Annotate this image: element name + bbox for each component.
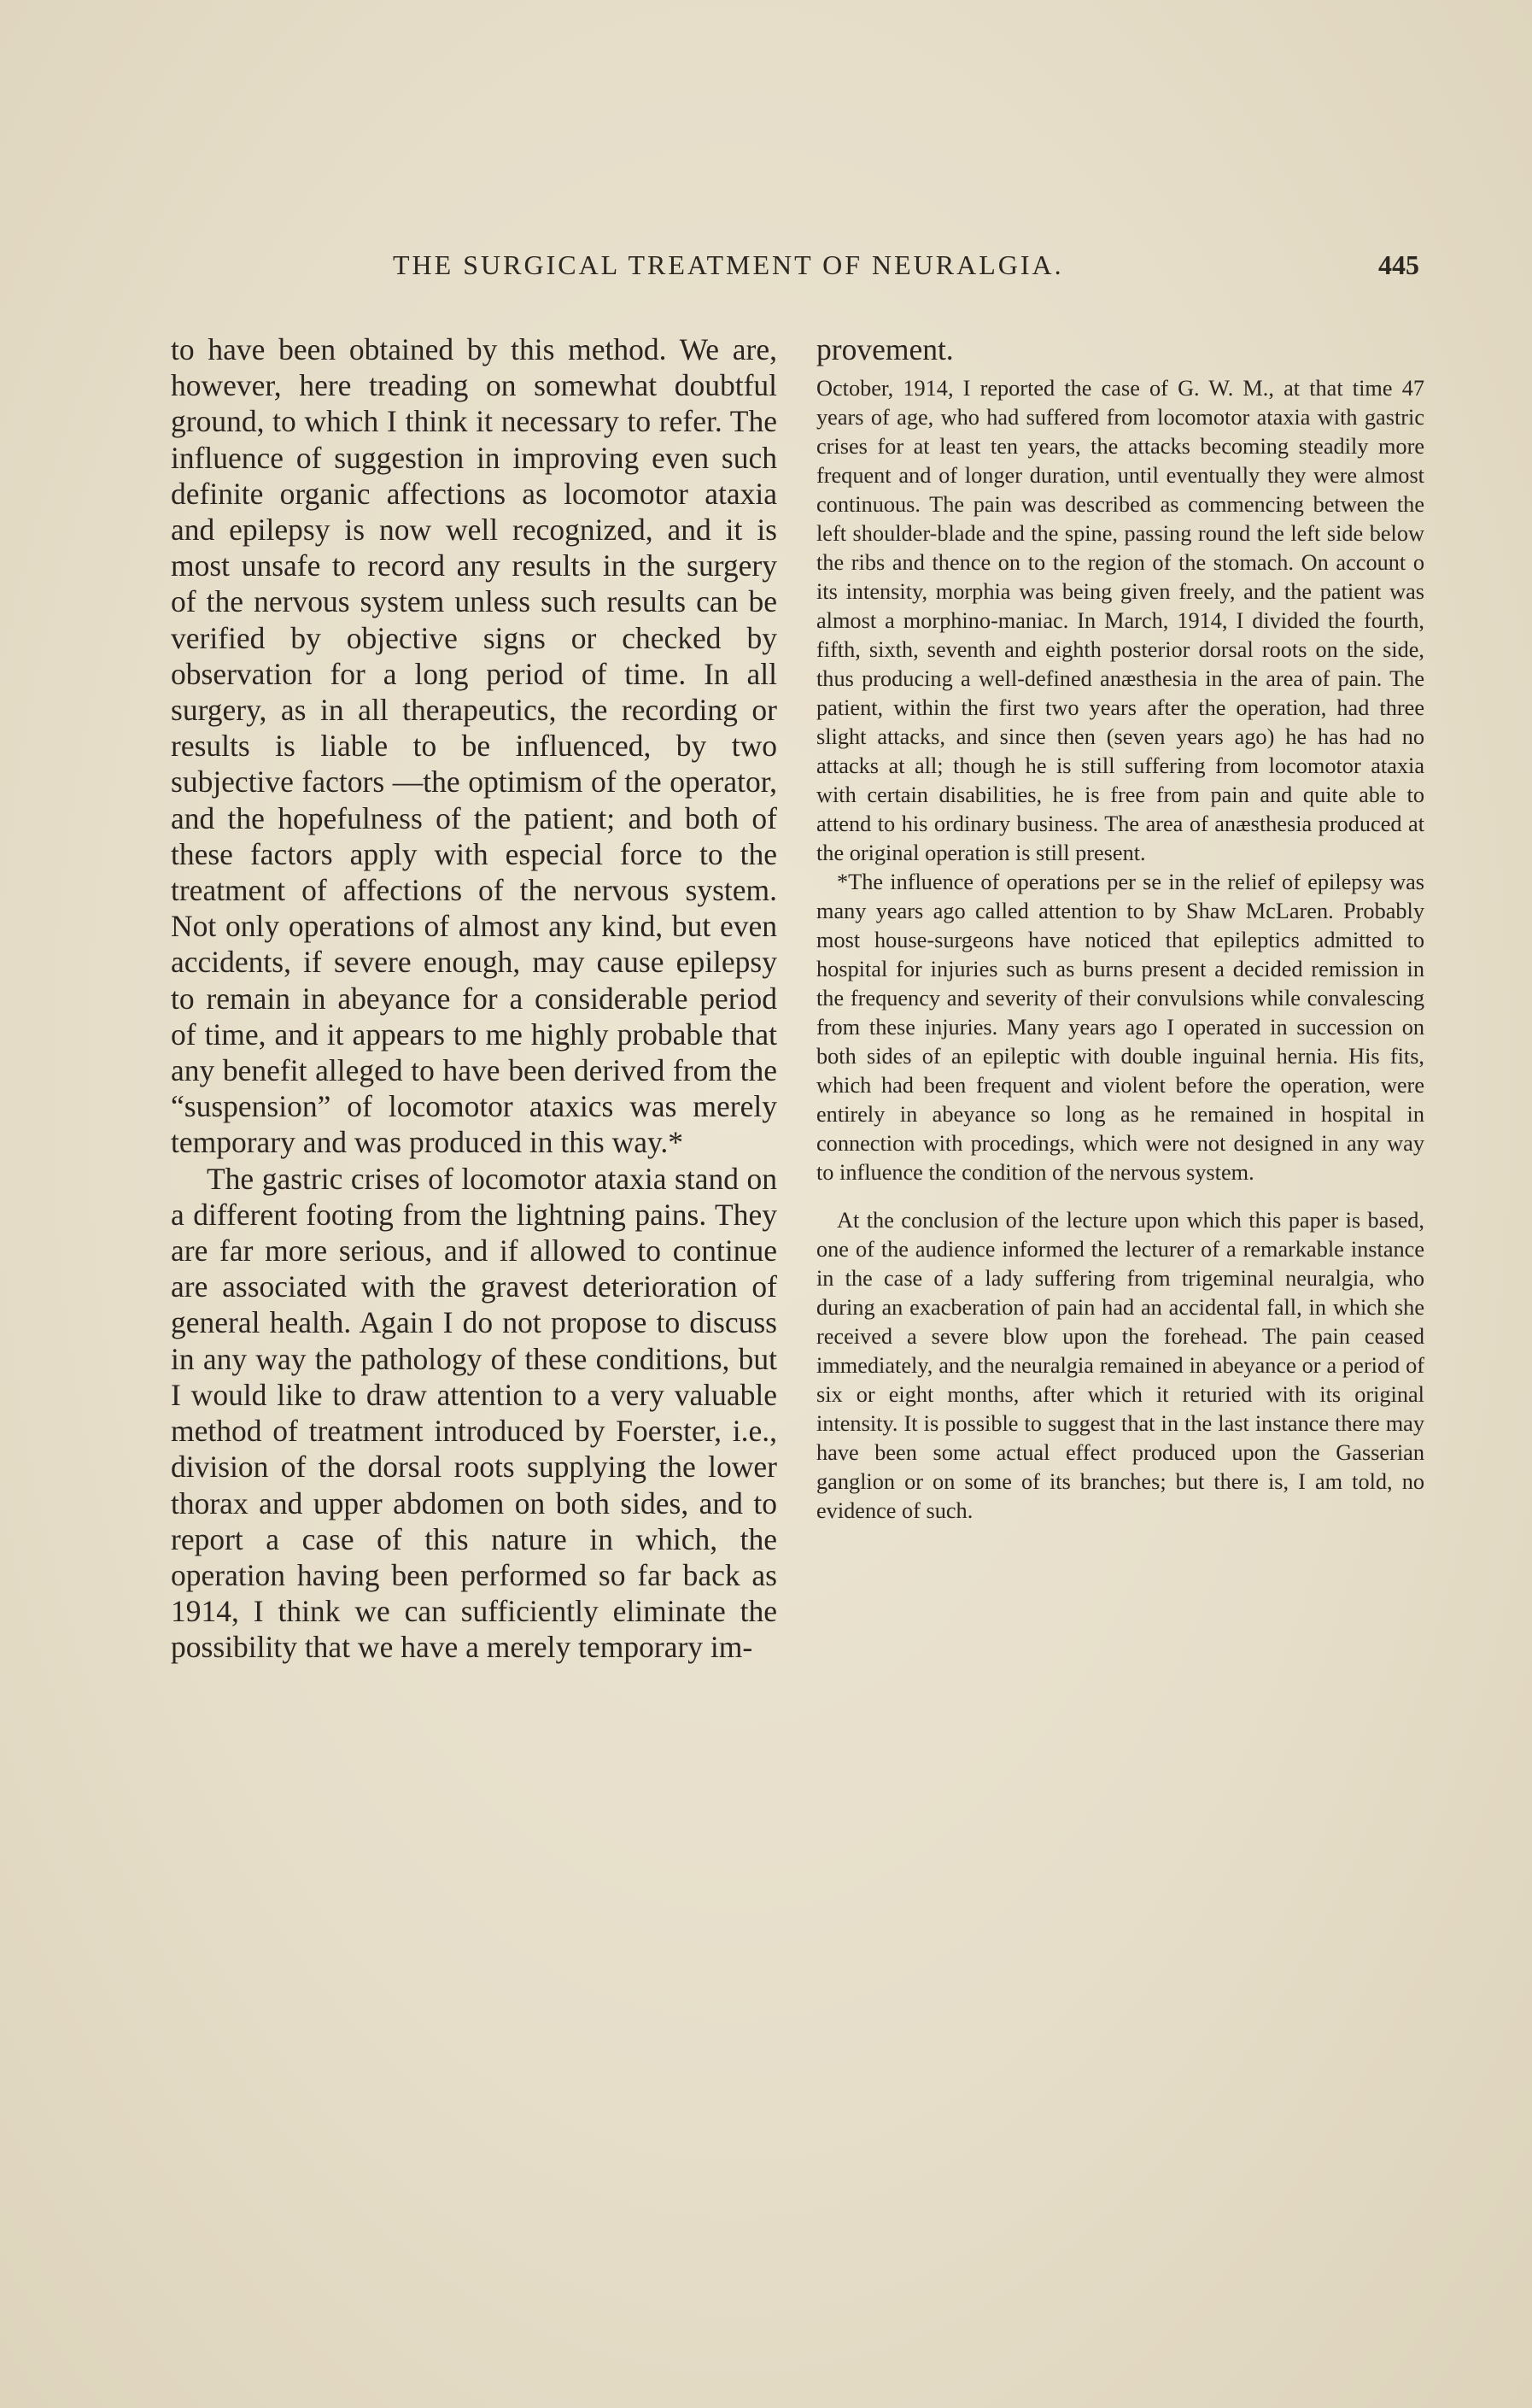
right-lead-text: provement. (816, 332, 954, 366)
running-title: THE SURGICAL TREATMENT OF NEURALGIA. (393, 249, 1064, 280)
left-paragraph-1: to have been obtained by this method. We are, however, here treading on somewhat doubtful ground, to which I think it necessary to refer. The influence of suggestion in improving even such definite organic affections as locomotor ataxia and epilepsy is now well recognized, and it is most unsafe to record any results in the surgery of the nervous system unless such results can be verified by objective signs or checked by observation for a long period of time. In all surgery, as in all therapeutics, the recording or results is liable to be influenced, by two subjective factors —the optimism of the operator, and the hopefulness of the patient; and both of these factors apply with especial force to the treatment of affections of the nervous system. Not only operations of almost any kind, but even accidents, if severe enough, may cause epilepsy to remain in abeyance for a considerable period of time, and it appears to me highly probable that any benefit alleged to have been derived from the “suspension” of locomotor ataxics was merely temporary and was produced in this way.* (171, 332, 777, 1160)
lecture-note-paragraph: At the conclusion of the lecture upon which this paper is based, one of the audience informed the lecturer of a remarkable instance in the case of a lady suffering from trigeminal neuralgia, who during an exacberation of pain had an accidental fall, in which she received a severe blow upon the forehead. The pain ceased immediately, and the neuralgia remained in abeyance or a period of six or eight months, after which it returied with its original intensity. It is possible to suggest that in the last instance there may have been some actual effect produced upon the Gasserian ganglion or on some of its branches; but there is, I am told, no evidence of such. (816, 1208, 1424, 1523)
right-column (816, 331, 1424, 1526)
left-column (171, 331, 777, 1666)
left-paragraph-2: The gastric crises of locomotor ataxia stand on a different footing from the lightning pains. They are far more serious, and if allowed to continue are associated with the gravest deterioration of general health. Again I do not propose to discuss in any way the pathology of these conditions, but I would like to draw attention to a very valuable method of treatment introduced by Foerster, i.e., division of the dorsal roots supplying the lower thorax and upper abdomen on both sides, and to report a case of this nature in which, the operation having been performed so far back as 1914, I think we can sufficiently eliminate the possibility that we have a merely temporary im- (171, 1161, 777, 1665)
footnote-paragraph: *The influence of operations per se in the relief of epilepsy was many years ago called attention to by Shaw McLaren. Probably most house-surgeons have noticed that epileptics admitted to hospital for injuries such as burns present a decided remission in the frequency and severity of their convulsions while convalescing from these injuries. Many years ago I operated in succession on both sides of an epileptic with double inguinal hernia. His fits, which had been frequent and violent before the operation, were entirely in abeyance so long as he remained in hospital in connection with procedings, which were not designed in any way to influence the condition of the nervous system. (816, 870, 1424, 1185)
page-number: 445 (1378, 249, 1419, 280)
running-head (393, 249, 1435, 292)
case-report-paragraph: October, 1914, I reported the case of G. W. M., at that time 47 years of age, who had suffered from locomotor ataxia with gastric crises for at least ten years, the attacks becoming steadily more frequent and of longer duration, until eventually they were almost continuous. The pain was described as commencing between the left shoulder-blade and the spine, passing round the left side below the ribs and thence on to the region of the stomach. On account o its intensity, morphia was being given freely, and the patient was almost a morphino-maniac. In March, 1914, I divided the fourth, fifth, sixth, seventh and eighth posterior dorsal roots on the side, thus producing a well-defined anæsthesia in the area of pain. The patient, within the first two years after the operation, had three slight attacks, and since then (seven years ago) he has had no attacks at all; though he is still suffering from locomotor ataxia with certain disabilities, he is free from pain and quite able to attend to his ordinary business. The area of anæsthesia produced at the original operation is still present. (816, 376, 1424, 865)
